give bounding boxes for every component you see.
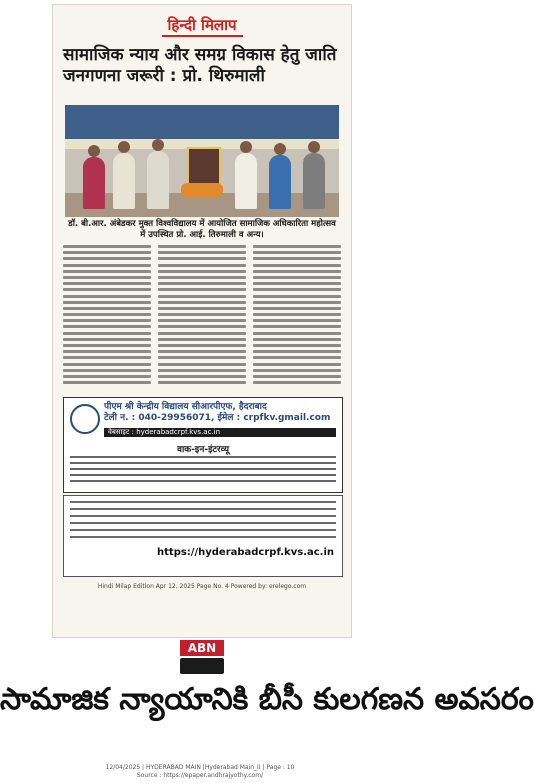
hindi-milap-clipping [52,4,352,638]
abn-logo-text: ABN [180,640,224,656]
ad-school-name: पीएम श्री केन्द्रीय विद्यालय सीआरपीएफ, हैदराबाद [104,402,267,412]
kvs-emblem-icon [70,404,100,434]
ad-website-bar [104,428,336,437]
article-column [158,245,246,395]
article-headline: सामाजिक न्याय और समग्र विकास हेतु जाति जनगणना जरूरी : प्रो. थिरुमाली [63,45,337,86]
person-figure [269,155,291,209]
ad-contact: टेली न. : 040-29956071, ईमेल : crpfkv.gmail.com [104,413,331,423]
person-figure [235,153,257,209]
edition-meta: Hindi Milap Edition Apr 12, 2025 Page No. 4 Powered by: erelego.com [97,583,307,590]
ad-header [104,402,336,424]
page-footer [0,764,400,780]
person-figure [147,151,169,209]
article-column [253,245,341,395]
photo-caption: डॉ. बी.आर. अंबेडकर मुक्त विश्वविद्यालय में आयोजित सामाजिक अधिकारिता महोत्सव में उपस्थित प्रो. आई. तिरुमाली व अन्य। [68,219,336,240]
person-figure [83,157,105,209]
abn-andhrajyothy-logo [180,640,224,678]
masthead [53,5,351,39]
ad-notes [63,495,343,577]
event-photo [65,105,339,217]
ad-title: वाक-इन-इंटरव्यू [176,445,230,455]
kvs-advertisement [63,397,343,493]
telugu-headline: సామాజిక న్యాయానికి బీసీ కులగణన అవసరం [0,682,534,717]
footer-source-line: Source : https://epaper.andhrajyothy.com/ [136,772,264,779]
ambedkar-portrait [187,147,221,187]
article-column [63,245,151,395]
stage-backdrop [65,105,339,139]
person-figure [303,153,325,209]
ad-website: वेबसाइट : hyderabadcrpf.kvs.ac.in [108,428,221,436]
person-figure [113,153,135,209]
ad-body-lines [70,456,336,486]
flower-garland [181,183,223,197]
footer-edition-line: 12/04/2025 | HYDERABAD MAIN |Hyderabad Main_II | Page : 10 [105,764,295,771]
andhrajyothy-wordmark [180,658,224,674]
masthead-title: हिन्दी मिलाप [162,15,243,37]
ad-url: https://hyderabadcrpf.kvs.ac.in [157,547,334,558]
article-body [63,245,341,395]
